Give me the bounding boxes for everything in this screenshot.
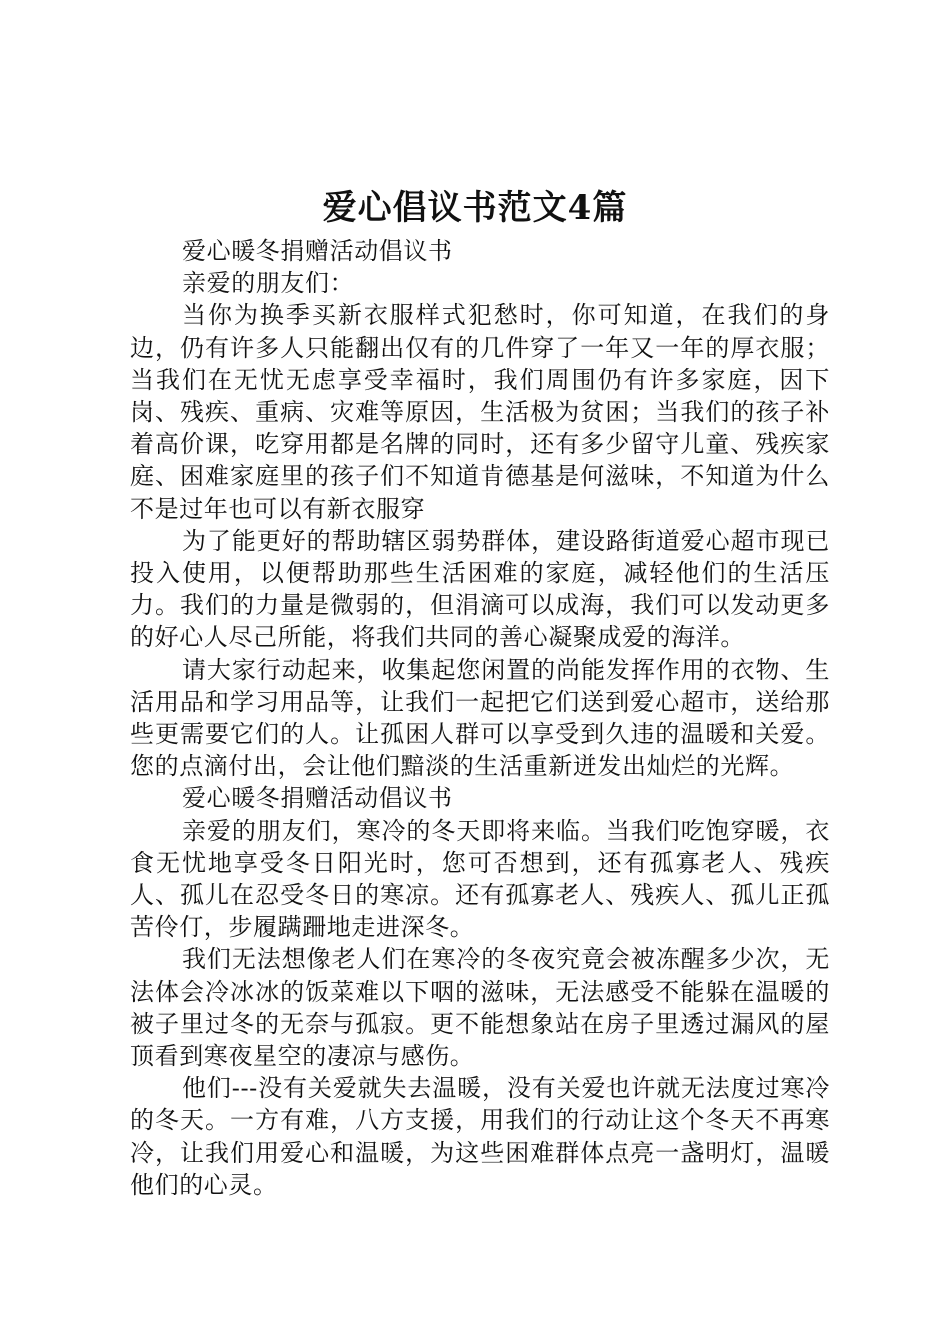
- paragraph-heading-1: 爱心暖冬捐赠活动倡议书: [182, 237, 453, 265]
- paragraph-salutation-1: 亲爱的朋友们：: [182, 269, 355, 298]
- paragraph-body: 请大家行动起来，收集起您闲置的尚能发挥作用的衣物、生活用品和学习用品等，让我们一起把它们送到爱心超市，送给那些更需要它们的人。让孤困人群可以享受到久违的温暖和关爱。您的点滴付出，会让他们黯淡的生活重新迸发出灿烂的光辉。: [130, 655, 830, 781]
- paragraph-body: 他们---没有关爱就失去温暖，没有关爱也许就无法度过寒冷的冬天。一方有难，八方支援，用我们的行动让这个冬天不再寒冷，让我们用爱心和温暖，为这些困难群体点亮一盏明灯，温暖他们的心灵。: [130, 1074, 830, 1199]
- document-title: 爱心倡议书范文4篇: [322, 188, 628, 228]
- paragraph-body: 我们无法想像老人们在寒冷的冬夜究竟会被冻醒多少次，无法体会冷冰冰的饭菜难以下咽的滋味，无法感受不能躲在温暖的被子里过冬的无奈与孤寂。更不能想象站在房子里透过漏风的屋顶看到寒夜星空的凄凉与感伤。: [130, 945, 830, 1071]
- paragraph-body: 为了能更好的帮助辖区弱势群体，建设路街道爱心超市现已投入使用，以便帮助那些生活困难的家庭，减轻他们的生活压力。我们的力量是微弱的，但涓滴可以成海，我们可以发动更多的好心人尽己所能，将我们共同的善心凝聚成爱的海洋。: [130, 526, 830, 652]
- document-body: [130, 235, 830, 1201]
- paragraph-heading-2: 爱心暖冬捐赠活动倡议书: [182, 784, 453, 813]
- paragraph-body: 亲爱的朋友们，寒冷的冬天即将来临。当我们吃饱穿暖，衣食无忧地享受冬日阳光时，您可否想到，还有孤寡老人、残疾人、孤儿在忍受冬日的寒凉。还有孤寡老人、残疾人、孤儿正孤苦伶仃，步履蹒跚地走进深冬。: [130, 816, 830, 942]
- paragraph-body: 当你为换季买新衣服样式犯愁时，你可知道，在我们的身边，仍有许多人只能翻出仅有的几件穿了一年又一年的厚衣服；当我们在无忧无虑享受幸福时，我们周围仍有许多家庭，因下岗、残疾、重病、灾难等原因，生活极为贫困；当我们的孩子补着高价课，吃穿用都是名牌的同时，还有多少留守儿童、残疾家庭、困难家庭里的孩子们不知道肯德基是何滋味，不知道为什么不是过年也可以有新衣服穿: [130, 301, 830, 523]
